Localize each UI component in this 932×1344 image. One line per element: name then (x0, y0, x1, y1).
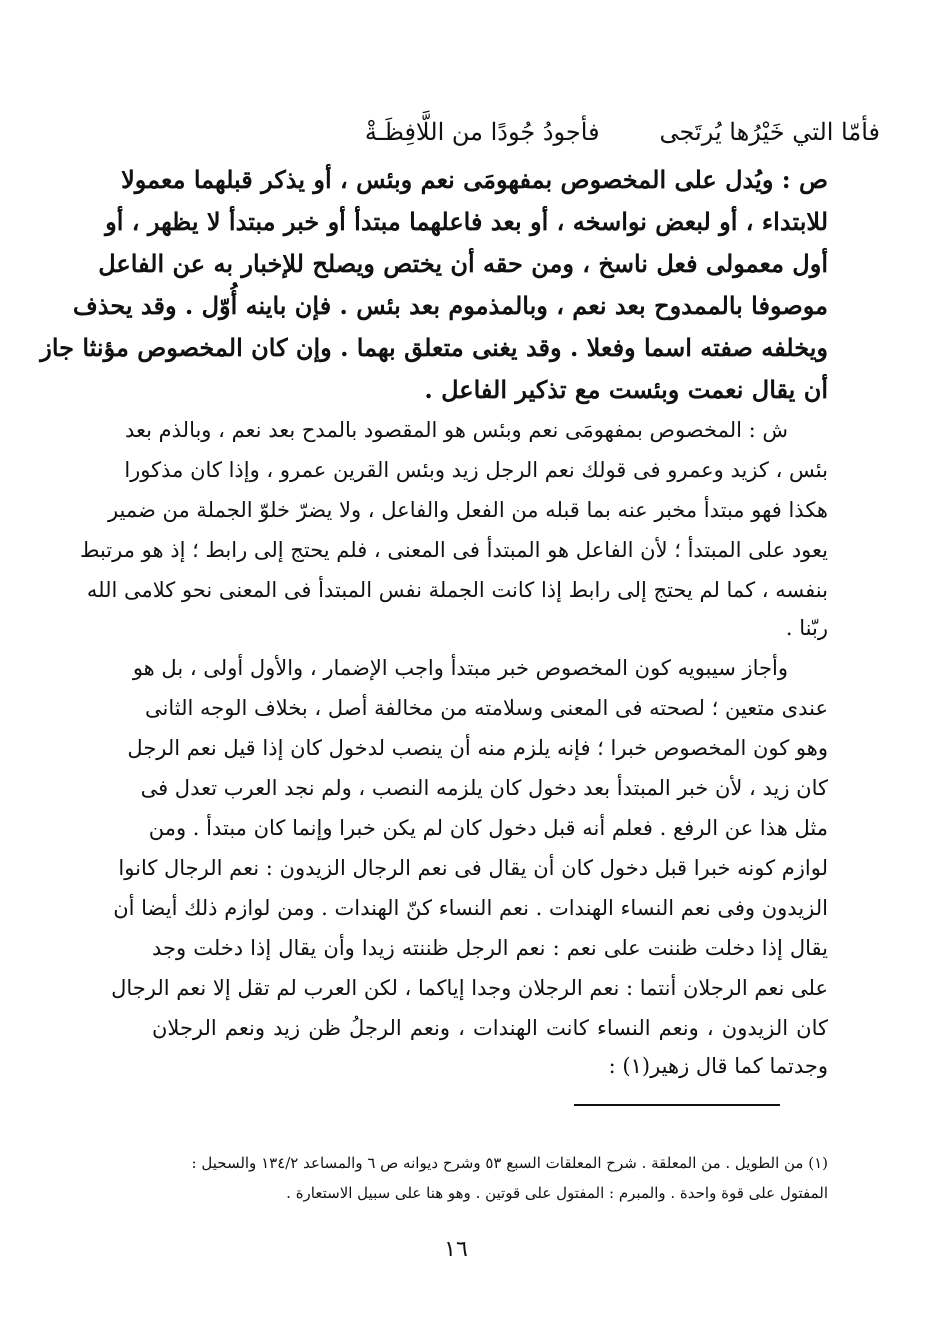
text-line: مثل هذا عن الرفع . فعلم أنه قبل دخول كان لم يكن خبرا وإنما كان مبتدأ . ومن (148, 816, 828, 840)
text-line: ص : ويُدل على المخصوص بمفهومَى نعم وبئس ، أو يذكر قبلهما معمولا (121, 165, 828, 194)
text-line: هكذا فهو مبتدأ مخبر عنه بما قبله من الفعل والفاعل ، ولا يضرّ خلوّ الجملة من ضمير (107, 498, 828, 522)
text-line: أن يقال نعمت وبئست مع تذكير الفاعل . (424, 375, 828, 404)
footnote-line: (١) من الطويل . من المعلقة . شرح المعلقات السبع ٥٣ وشرح ديوانه ص ٦ والمساعد ١٣٤/٢ والسحيل : (191, 1154, 828, 1172)
text-line: ش : المخصوص بمفهومَى نعم وبئس هو المقصود بالمدح بعد نعم ، وبالذم بعد (124, 418, 788, 442)
text-line: ربّنا . (785, 616, 828, 640)
text-line: وجدتما كما قال زهير(١) : (608, 1054, 828, 1078)
text-line: كان الزيدون ، ونعم النساء كانت الهندات ، ونعم الرجلُ ظن زيد ونعم الرجلان (152, 1016, 828, 1040)
text-line: بئس ، كزيد وعمرو فى قولك نعم الرجل زيد وبئس القرين عمرو ، وإذا كان مذكورا (124, 458, 828, 482)
text-line: لوازم كونه خبرا قبل دخول كان أن يقال فى نعم الرجال الزيدون : نعم الرجال كانوا (118, 856, 828, 880)
text-line: يقال إذا دخلت ظننت على نعم : نعم الرجل ظننته زيدا وأن يقال إذا دخلت وجد (152, 936, 828, 960)
text-line: عندى متعين ؛ لصحته فى المعنى وسلامته من مخالفة أصل ، بخلاف الوجه الثانى (145, 696, 828, 720)
text-line: كان زيد ، لأن خبر المبتدأ بعد دخول كان يلزمه النصب ، ولم نجد العرب تعدل فى (140, 776, 828, 800)
text-line: للابتداء ، أو لبعض نواسخه ، أو بعد فاعلهما مبتدأ أو خبر مبتدأ لا يظهر ، أو (105, 207, 828, 236)
text-line: بنفسه ، كما لم يحتج إلى رابط إذا كانت الجملة نفس المبتدأ فى المعنى نحو كلامى الله (86, 578, 828, 602)
text-line: الزيدون وفى نعم النساء الهندات . نعم النساء كنّ الهندات . ومن لوازم ذلك أيضا أن (113, 896, 828, 920)
text-line: يعود على المبتدأ ؛ لأن الفاعل هو المبتدأ فى المعنى ، فلم يحتج إلى رابط ؛ إذ هو مرتبط (80, 538, 828, 562)
verse-hemistich-1: فأمّا التي خَيْرُها يُرتَجى (659, 118, 880, 146)
text-line: وهو كون المخصوص خبرا ؛ فإنه يلزم منه أن ينصب لدخول كان إذا قيل نعم الرجل (127, 736, 828, 760)
footnote-divider (574, 1104, 780, 1106)
footnote-line: المفتول على قوة واحدة . والمبرم : المفتول على قوتين . وهو هنا على سبيل الاستعارة . (286, 1184, 828, 1202)
text-line: وأجاز سيبويه كون المخصوص خبر مبتدأ واجب الإضمار ، والأول أولى ، بل هو (132, 656, 788, 680)
text-line: أول معمولى فعل ناسخ ، ومن حقه أن يختص ويصلح للإخبار به عن الفاعل (98, 249, 828, 278)
verse-line (180, 112, 880, 152)
page-number: ١٦ (444, 1237, 468, 1262)
verse-hemistich-2: فأجودُ جُودًا من اللَّافِظَـةْ (364, 118, 600, 146)
text-line: على نعم الرجلان أنتما : نعم الرجلان وجدا إياكما ، لكن العرب لم تقل إلا نعم الرجال (111, 976, 828, 1000)
text-line: موصوفا بالممدوح بعد نعم ، وبالمذموم بعد بئس . فإن باينه أُوّل . وقد يحذف (72, 291, 828, 320)
text-line: ويخلفه صفته اسما وفعلا . وقد يغنى متعلق بهما . وإن كان المخصوص مؤنثا جاز (40, 333, 828, 362)
